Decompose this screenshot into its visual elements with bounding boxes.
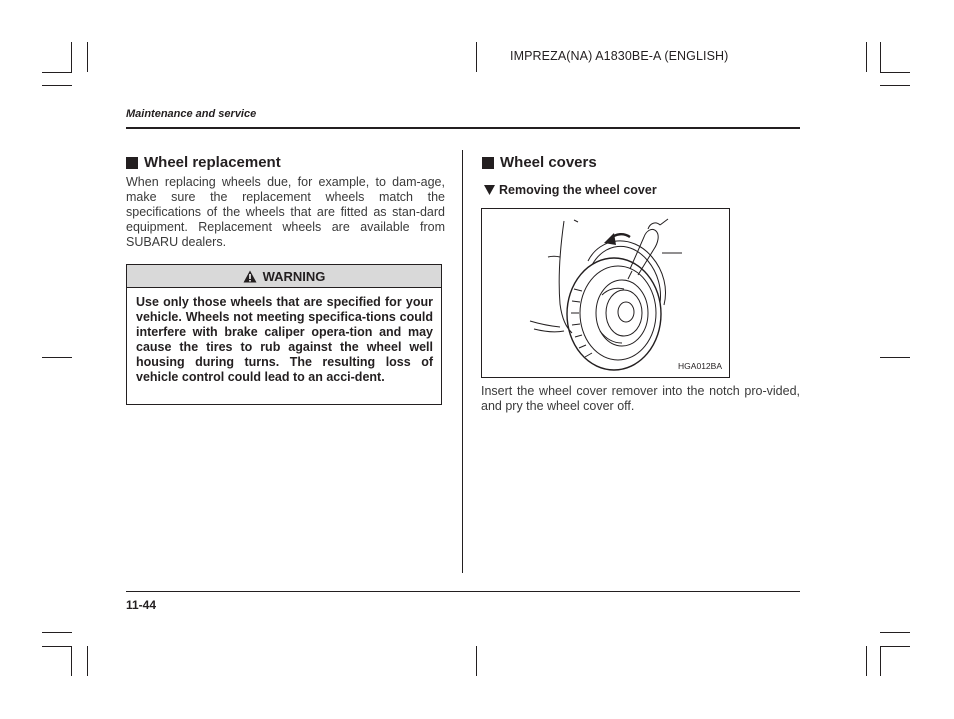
- warning-triangle-icon: [243, 270, 257, 283]
- crop-mark: [880, 42, 881, 72]
- crop-mark: [880, 646, 881, 676]
- warning-title: WARNING: [262, 268, 326, 284]
- crop-mark: [880, 632, 910, 633]
- crop-mark: [880, 357, 910, 358]
- crop-mark: [71, 646, 72, 676]
- black-square-icon: [126, 157, 138, 169]
- crop-mark: [476, 646, 477, 676]
- crop-mark: [476, 42, 477, 72]
- warning-header: [127, 265, 441, 288]
- document-code: IMPREZA(NA) A1830BE-A (ENGLISH): [510, 49, 729, 63]
- crop-mark: [866, 42, 867, 72]
- crop-mark: [880, 85, 910, 86]
- warning-text: Use only those wheels that are specified for your vehicle. Wheels not meeting specifica-tions could interfere with brake caliper opera-tion and may cause the tires to rub against the wheel well housing during turns. The resulting loss of vehicle control could lead to an acci-dent.: [136, 295, 433, 384]
- crop-mark: [42, 72, 72, 73]
- crop-mark: [880, 646, 910, 647]
- crop-mark: [42, 646, 72, 647]
- wheel-illustration-drawing: [482, 209, 729, 377]
- crop-mark: [42, 632, 72, 633]
- crop-mark: [87, 42, 88, 72]
- heading-text: Wheel covers: [500, 154, 597, 171]
- warning-box: [126, 264, 442, 405]
- wheel-replacement-heading: [126, 154, 281, 171]
- header-rule: [126, 127, 800, 129]
- crop-mark: [866, 646, 867, 676]
- column-divider: [462, 150, 463, 573]
- heading-text: Wheel replacement: [144, 154, 281, 171]
- section-title: Maintenance and service: [126, 108, 257, 120]
- crop-mark: [87, 646, 88, 676]
- crop-mark: [42, 357, 72, 358]
- crop-mark: [42, 85, 72, 86]
- wheel-cover-illustration: [481, 208, 730, 378]
- wheel-covers-heading: [482, 154, 597, 171]
- black-square-icon: [482, 157, 494, 169]
- wheel-replacement-body: When replacing wheels due, for example, to dam-age, make sure the replacement wheels match the specifications of the wheels that are fitted as stan-dard equipment. Replacement wheels are available from SUBARU dealers.: [126, 175, 445, 249]
- crop-mark: [71, 42, 72, 72]
- footer-rule: [126, 591, 800, 592]
- removing-wheel-cover-subheading: [484, 183, 657, 197]
- crop-mark: [880, 72, 910, 73]
- wheel-covers-body: Insert the wheel cover remover into the notch pro-vided, and pry the wheel cover off.: [481, 384, 800, 413]
- subheading-text: Removing the wheel cover: [499, 183, 657, 197]
- down-triangle-icon: [484, 185, 495, 195]
- figure-code: HGA012BA: [678, 361, 722, 371]
- page-number: 11-44: [126, 598, 157, 612]
